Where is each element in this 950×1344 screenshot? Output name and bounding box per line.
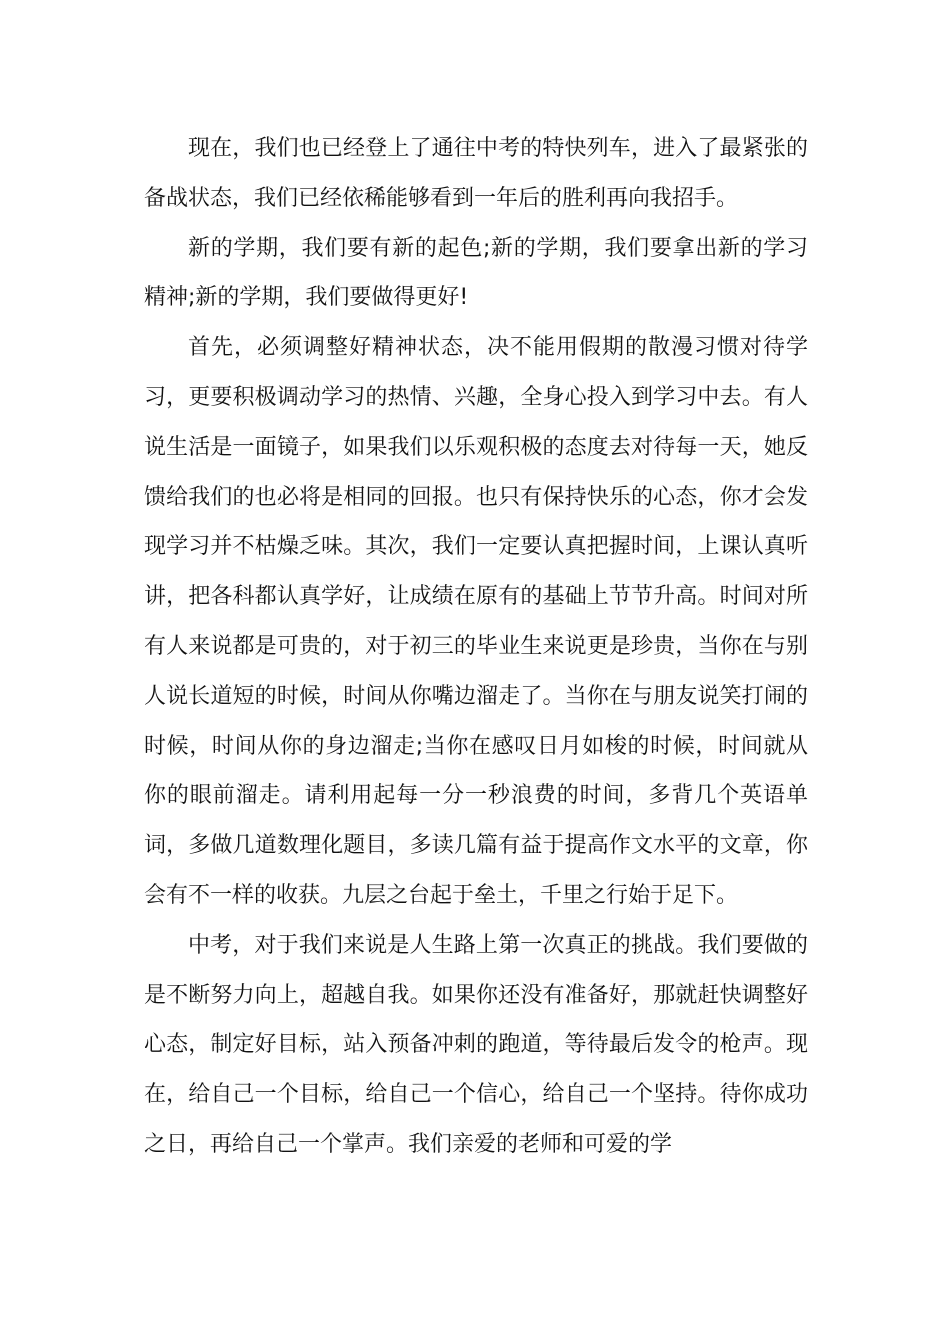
document-body	[144, 124, 808, 1170]
paragraph-1: 现在，我们也已经登上了通往中考的特快列车，进入了最紧张的备战状态，我们已经依稀能够看到一年后的胜利再向我招手。	[144, 136, 808, 211]
paragraph-4: 中考，对于我们来说是人生路上第一次真正的挑战。我们要做的是不断努力向上，超越自我。如果你还没有准备好，那就赶快调整好心态，制定好目标，站入预备冲刺的跑道，等待最后发令的枪声。现在，给自己一个目标，给自己一个信心，给自己一个坚持。待你成功之日，再给自己一个掌声。我们亲爱的老师和可爱的学	[144, 932, 808, 1157]
paragraph-3: 首先，必须调整好精神状态，决不能用假期的散漫习惯对待学习，更要积极调动学习的热情、兴趣，全身心投入到学习中去。有人说生活是一面镜子，如果我们以乐观积极的态度去对待每一天，她反馈给我们的也必将是相同的回报。也只有保持快乐的心态，你才会发现学习并不枯燥乏味。其次，我们一定要认真把握时间，上课认真听讲，把各科都认真学好，让成绩在原有的基础上节节升高。时间对所有人来说都是可贵的，对于初三的毕业生来说更是珍贵，当你在与别人说长道短的时候，时间从你嘴边溜走了。当你在与朋友说笑打闹的时候，时间从你的身边溜走;当你在感叹日月如梭的时候，时间就从你的眼前溜走。请利用起每一分一秒浪费的时间，多背几个英语单词，多做几道数理化题目，多读几篇有益于提高作文水平的文章，你会有不一样的收获。九层之台起于垒土，千里之行始于足下。	[144, 335, 808, 908]
paragraph-2: 新的学期，我们要有新的起色;新的学期，我们要拿出新的学习精神;新的学期，我们要做得更好!	[144, 235, 808, 311]
